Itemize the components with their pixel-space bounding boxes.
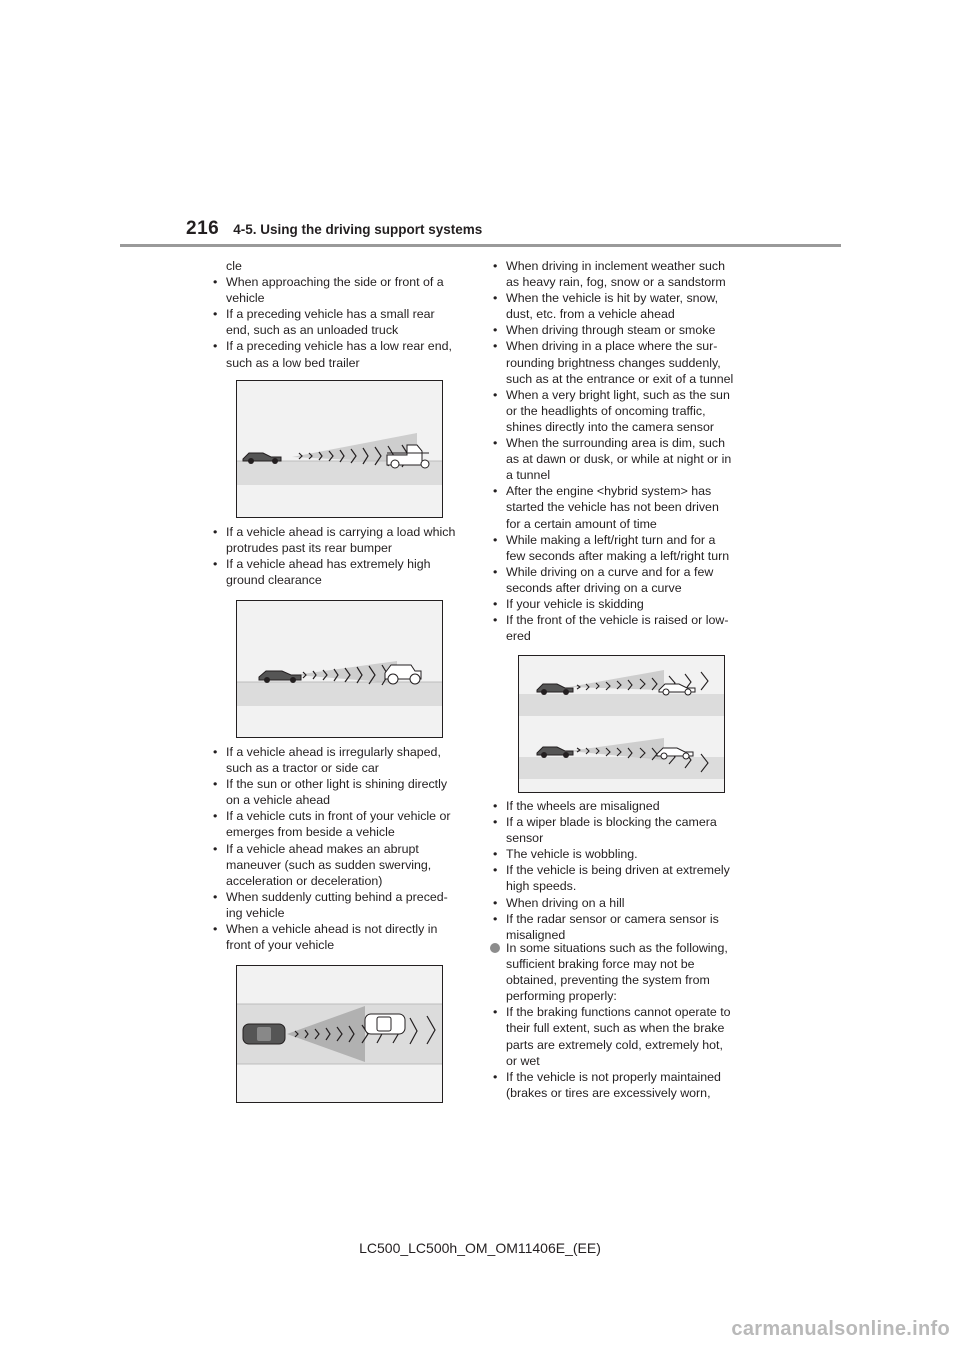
bullet-item: • When driving through steam or smoke <box>490 322 760 338</box>
left-text-block-2 <box>210 524 475 588</box>
text-line: misaligned <box>506 927 566 942</box>
header-divider <box>120 244 841 247</box>
watermark: carmanualsonline.info <box>731 1318 950 1340</box>
text-line: front of your vehicle <box>226 938 335 953</box>
figure-high-clearance-vehicle <box>236 600 443 738</box>
text-line: such as a tractor or side car <box>226 761 379 776</box>
text-line: end, such as an unloaded truck <box>226 323 399 338</box>
text-line: shines directly into the camera sensor <box>506 419 714 434</box>
page-header <box>186 218 482 240</box>
text-line: parts are extremely cold, extremely hot, <box>506 1037 723 1052</box>
text-line: or wet <box>506 1053 540 1068</box>
bullet-item: • When a very bright light, such as the sun <box>490 387 760 403</box>
text-line: few seconds after making a left/right turn <box>506 548 730 563</box>
text-line: such as a low bed trailer <box>226 355 360 370</box>
figure-truck-ahead <box>236 380 443 518</box>
bullet-item: • If the front of the vehicle is raised or low- <box>490 612 760 628</box>
text-line: on a vehicle ahead <box>226 793 331 808</box>
bullet-item: • If the wheels are misaligned <box>490 798 760 814</box>
bullet-item: • When driving on a hill <box>490 895 760 911</box>
text-line: a tunnel <box>506 468 551 483</box>
bullet-item: • When driving in a place where the sur- <box>490 338 760 354</box>
left-text-block-1 <box>210 258 475 371</box>
text-line: ground clearance <box>226 573 322 588</box>
right-text-block-1 <box>490 258 760 644</box>
figure-curve-driving <box>518 655 725 793</box>
text-line: seconds after driving on a curve <box>506 580 682 595</box>
bullet-item: • The vehicle is wobbling. <box>490 846 760 862</box>
bullet-item: • If a preceding vehicle has a low rear end, <box>210 338 475 354</box>
section-title: 4-5. Using the driving support systems <box>233 222 483 237</box>
text-line: emerges from beside a vehicle <box>226 825 395 840</box>
bullet-item: • If a vehicle ahead makes an abrupt <box>210 841 475 857</box>
text-line: obtained, preventing the system from <box>506 973 710 988</box>
text-line: started the vehicle has not been driven <box>506 500 719 515</box>
text-line: as at dawn or dusk, or while at night or in <box>506 452 732 467</box>
bullet-item: • When suddenly cutting behind a preced- <box>210 889 475 905</box>
text-line: rounding brightness changes suddenly, <box>506 355 721 370</box>
bullet-item: • If a vehicle ahead has extremely high <box>210 556 475 572</box>
page-number: 216 <box>186 218 220 239</box>
bullet-item: • If a vehicle ahead is carrying a load which <box>210 524 475 540</box>
circle-bullet-item: In some situations such as the following, <box>490 940 760 956</box>
text-line: dust, etc. from a vehicle ahead <box>506 307 675 322</box>
text-line: sufficient braking force may not be <box>506 957 695 972</box>
bullet-item: • If a vehicle ahead is irregularly shaped, <box>210 744 475 760</box>
bullet-item: • If the sun or other light is shining directly <box>210 776 475 792</box>
text-line: (brakes or tires are excessively worn, <box>506 1085 711 1100</box>
text-line: high speeds. <box>506 879 577 894</box>
text-line: ing vehicle <box>226 905 285 920</box>
bullet-item: • While making a left/right turn and for a <box>490 532 760 548</box>
text-line: maneuver (such as sudden swerving, <box>226 857 432 872</box>
text-line: or the headlights of oncoming traffic, <box>506 403 706 418</box>
bullet-item: • After the engine <hybrid system> has <box>490 483 760 499</box>
text-line: protrudes past its rear bumper <box>226 541 392 556</box>
bullet-item: • When approaching the side or front of a <box>210 274 475 290</box>
bullet-item: • When a vehicle ahead is not directly in <box>210 921 475 937</box>
footer-model-code: LC500_LC500h_OM_OM11406E_(EE) <box>359 1240 601 1256</box>
text-line: cle <box>226 259 242 273</box>
bullet-item: • If a preceding vehicle has a small rear <box>210 306 475 322</box>
text-line: as heavy rain, fog, snow or a sandstorm <box>506 275 726 290</box>
text-line: sensor <box>506 831 544 846</box>
text-line: ered <box>506 629 531 644</box>
text-line: their full extent, such as when the brake <box>506 1021 725 1036</box>
text-line: acceleration or deceleration) <box>226 873 383 888</box>
bullet-item: • While driving on a curve and for a few <box>490 564 760 580</box>
text-line: performing properly: <box>506 989 617 1004</box>
right-text-block-3 <box>490 940 760 1101</box>
bullet-item: • When the vehicle is hit by water, snow, <box>490 290 760 306</box>
text-line: such as at the entrance or exit of a tunnel <box>506 371 734 386</box>
bullet-item: • If the radar sensor or camera sensor is <box>490 911 760 927</box>
bullet-item: • When driving in inclement weather such <box>490 258 760 274</box>
bullet-item: • If your vehicle is skidding <box>490 596 760 612</box>
right-text-block-2 <box>490 798 760 943</box>
bullet-item: • If the braking functions cannot operate to <box>490 1004 760 1020</box>
text-line: for a certain amount of time <box>506 516 657 531</box>
bullet-item: • If a wiper blade is blocking the camera <box>490 814 760 830</box>
bullet-item: • If the vehicle is being driven at extremely <box>490 862 760 878</box>
bullet-item: • When the surrounding area is dim, such <box>490 435 760 451</box>
bullet-item: • If a vehicle cuts in front of your vehicle or <box>210 808 475 824</box>
figure-offset-vehicle <box>236 965 443 1103</box>
text-line: vehicle <box>226 291 265 306</box>
left-text-block-3 <box>210 744 475 953</box>
bullet-item: • If the vehicle is not properly maintained <box>490 1069 760 1085</box>
